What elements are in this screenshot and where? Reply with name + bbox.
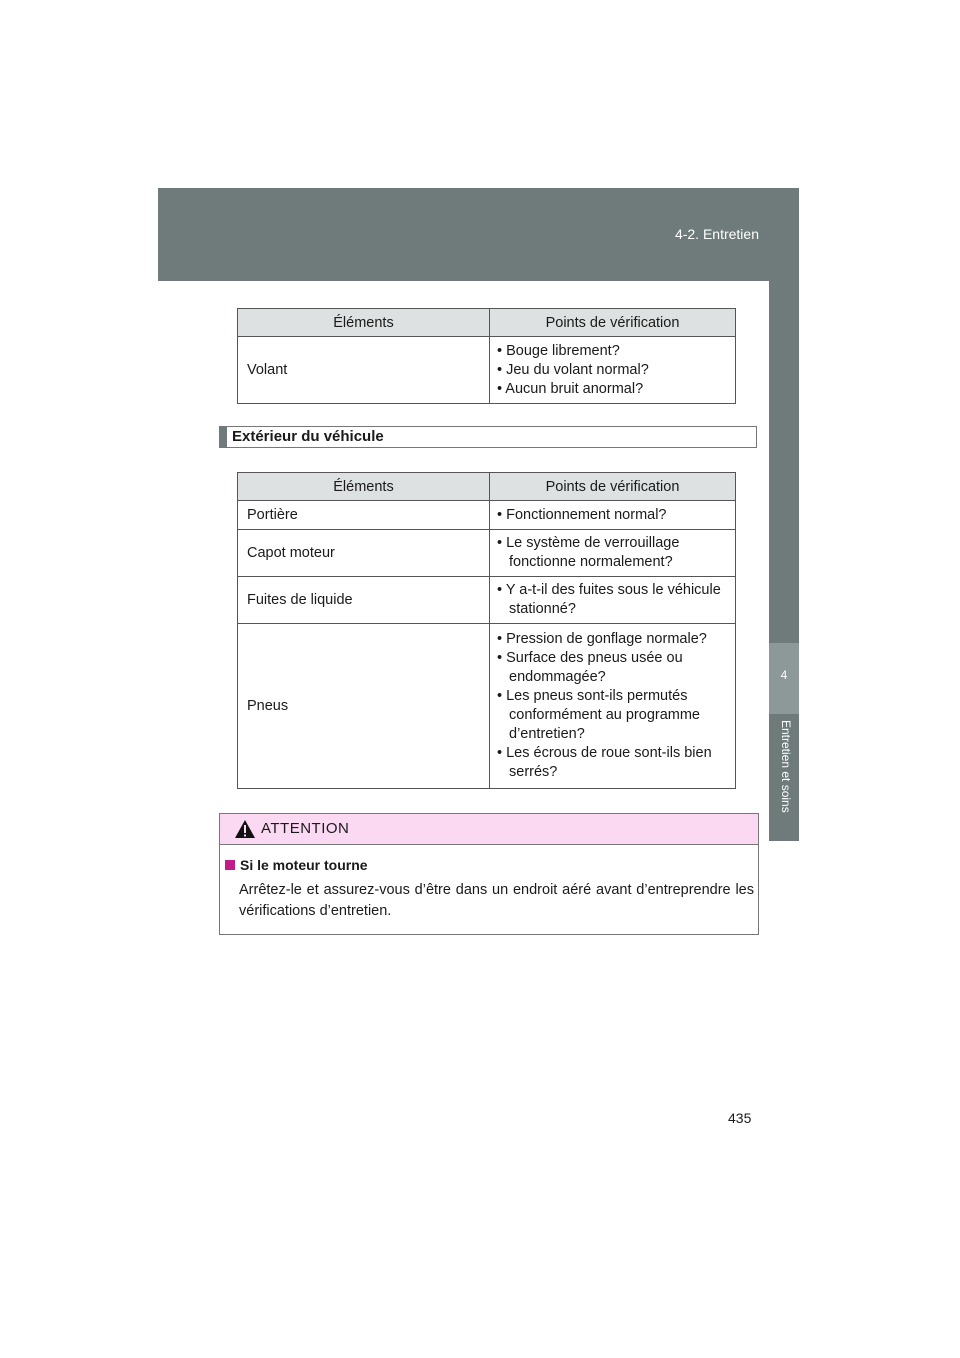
check-point: • Pression de gonflage normale? <box>497 631 707 647</box>
checks-cell <box>490 624 736 789</box>
column-header-checks: Points de vérification <box>490 309 736 337</box>
column-header-checks: Points de vérification <box>490 473 736 501</box>
column-header-items: Éléments <box>238 473 490 501</box>
table-header-row <box>238 309 736 337</box>
checks-cell <box>490 530 736 577</box>
exterior-check-table <box>237 472 736 789</box>
page-number: 435 <box>728 1110 752 1126</box>
header-band <box>158 188 799 281</box>
header-section-title: 4-2. Entretien <box>674 226 759 242</box>
section-title: Extérieur du véhicule <box>219 426 757 448</box>
warning-header <box>220 814 758 845</box>
warning-triangle-icon <box>234 819 256 844</box>
item-cell: Fuites de liquide <box>238 577 490 624</box>
checks-cell <box>490 501 736 530</box>
warning-title: ATTENTION <box>261 820 350 837</box>
chapter-tab <box>769 643 799 714</box>
check-point: • Y a-t-il des fuites sous le véhicule stationné? <box>497 582 721 617</box>
item-cell: Capot moteur <box>238 530 490 577</box>
chapter-label: Entretien et soins <box>779 720 793 813</box>
check-point: • Fonctionnement normal? <box>497 506 667 523</box>
column-header-items: Éléments <box>238 309 490 337</box>
check-point: • Le système de verrouillage fonctionne normalement? <box>497 535 680 570</box>
checks-cell <box>490 337 736 404</box>
table-row <box>238 337 736 404</box>
table-row <box>238 577 736 624</box>
table-row <box>238 624 736 789</box>
checks-cell <box>490 577 736 624</box>
warning-box <box>219 813 759 935</box>
check-point: • Bouge librement? <box>497 342 620 359</box>
warning-body: Arrêtez-le et assurez-vous d’être dans un endroit aéré avant d’entreprendre les vérifications d’entretien. <box>239 882 754 919</box>
item-cell: Volant <box>238 337 490 404</box>
warning-subtitle-line <box>225 857 368 873</box>
chapter-number: 4 <box>780 668 788 682</box>
bullet-square-icon <box>225 860 235 870</box>
steering-check-table <box>237 308 736 404</box>
table-row <box>238 501 736 530</box>
check-point: • Aucun bruit anormal? <box>497 380 644 397</box>
item-cell: Portière <box>238 501 490 530</box>
item-cell: Pneus <box>238 624 490 789</box>
table-header-row <box>238 473 736 501</box>
warning-subtitle: Si le moteur tourne <box>240 857 368 873</box>
check-point: • Jeu du volant normal? <box>497 361 649 378</box>
check-point: • Les écrous de roue sont-ils bien serrés? <box>497 745 712 780</box>
table-row <box>238 530 736 577</box>
check-point: • Les pneus sont-ils permutés conformément au programme d’entretien? <box>497 688 700 742</box>
check-point: • Surface des pneus usée ou endommagée? <box>497 650 683 685</box>
